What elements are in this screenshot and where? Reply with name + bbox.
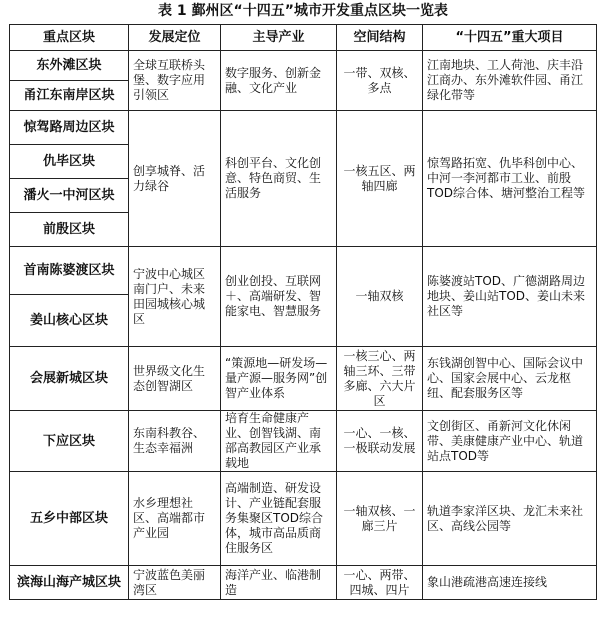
block-name: 东外滩区块 — [10, 51, 129, 81]
positioning-cell: 宁波蓝色美丽湾区 — [129, 566, 221, 600]
positioning-cell: 宁波中心城区南门户、未来田园城核心城区 — [129, 247, 221, 347]
positioning-cell: 世界级文化生态创智湖区 — [129, 347, 221, 411]
block-name: 首南陈婆渡区块 — [10, 247, 129, 295]
header-row — [10, 25, 597, 51]
industry-cell: “策源地—研发场—量产源—服务网”创智产业体系 — [221, 347, 337, 411]
structure-cell: 一轴双核 — [337, 247, 423, 347]
projects-cell: 陈婆渡站TOD、广德湖路周边地块、姜山站TOD、姜山未来社区等 — [423, 247, 597, 347]
block-name: 前殷区块 — [10, 213, 129, 247]
block-name: 姜山核心区块 — [10, 295, 129, 347]
table-row — [10, 347, 597, 411]
structure-cell: 一核五区、两轴四廊 — [337, 111, 423, 247]
positioning-cell: 创享城脊、活力绿谷 — [129, 111, 221, 247]
block-name: 下应区块 — [10, 411, 129, 472]
block-name: 潘火一中河区块 — [10, 179, 129, 213]
structure-cell: 一心、一核、一极联动发展 — [337, 411, 423, 472]
table-row — [10, 411, 597, 472]
industry-cell: 数字服务、创新金融、文化产业 — [221, 51, 337, 111]
industry-cell: 科创平台、文化创意、特色商贸、生活服务 — [221, 111, 337, 247]
header-leading-industry: 主导产业 — [221, 25, 337, 51]
structure-cell: 一心、两带、四城、四片 — [337, 566, 423, 600]
positioning-cell: 全球互联桥头堡、数字应用引领区 — [129, 51, 221, 111]
industry-cell: 高端制造、研发设计、产业链配套服务集聚区TOD综合体，城市高品质商住服务区 — [221, 472, 337, 566]
block-name: 滨海山海产城区块 — [10, 566, 129, 600]
block-name: 会展新城区块 — [10, 347, 129, 411]
projects-cell: 轨道李家洋区块、龙汇未来社区、高线公园等 — [423, 472, 597, 566]
key-blocks-table — [9, 24, 597, 600]
projects-cell: 文创街区、甬新河文化休闲带、美康健康产业中心、轨道站点TOD等 — [423, 411, 597, 472]
structure-cell: 一轴双核、一廊三片 — [337, 472, 423, 566]
structure-cell: 一带、双核、多点 — [337, 51, 423, 111]
industry-cell: 海洋产业、临港制造 — [221, 566, 337, 600]
block-name: 惊驾路周边区块 — [10, 111, 129, 145]
projects-cell: 象山港疏港高速连接线 — [423, 566, 597, 600]
header-positioning: 发展定位 — [129, 25, 221, 51]
block-name: 五乡中部区块 — [10, 472, 129, 566]
table-row — [10, 566, 597, 600]
projects-cell: 东钱湖创智中心、国际会议中心、国家会展中心、云龙枢纽、配套服务区等 — [423, 347, 597, 411]
table-title: 表 1 鄞州区“十四五”城市开发重点区块一览表 — [158, 3, 448, 19]
projects-cell: 江南地块、工人荷池、庆丰沿江商办、东外滩软件园、甬江绿化带等 — [423, 51, 597, 111]
positioning-cell: 东南科教谷、生态幸福洲 — [129, 411, 221, 472]
structure-cell: 一核三心、两轴三环、三带多廊、六大片区 — [337, 347, 423, 411]
header-spatial-structure: 空间结构 — [337, 25, 423, 51]
table-row — [10, 111, 597, 145]
block-name: 甬江东南岸区块 — [10, 81, 129, 111]
industry-cell: 创业创投、互联网＋、高端研发、智能家电、智慧服务 — [221, 247, 337, 347]
positioning-cell: 水乡理想社区、高端都市产业园 — [129, 472, 221, 566]
table-row — [10, 51, 597, 81]
header-major-projects: “十四五”重大项目 — [423, 25, 597, 51]
header-key-block: 重点区块 — [10, 25, 129, 51]
industry-cell: 培育生命健康产业、创智钱湖、南部高教园区产业承载地 — [221, 411, 337, 472]
block-name: 仇毕区块 — [10, 145, 129, 179]
table-row — [10, 472, 597, 566]
table-row — [10, 247, 597, 295]
projects-cell: 惊驾路拓宽、仇毕科创中心、中河一李河都市工业、前殷TOD综合体、塘河整治工程等 — [423, 111, 597, 247]
